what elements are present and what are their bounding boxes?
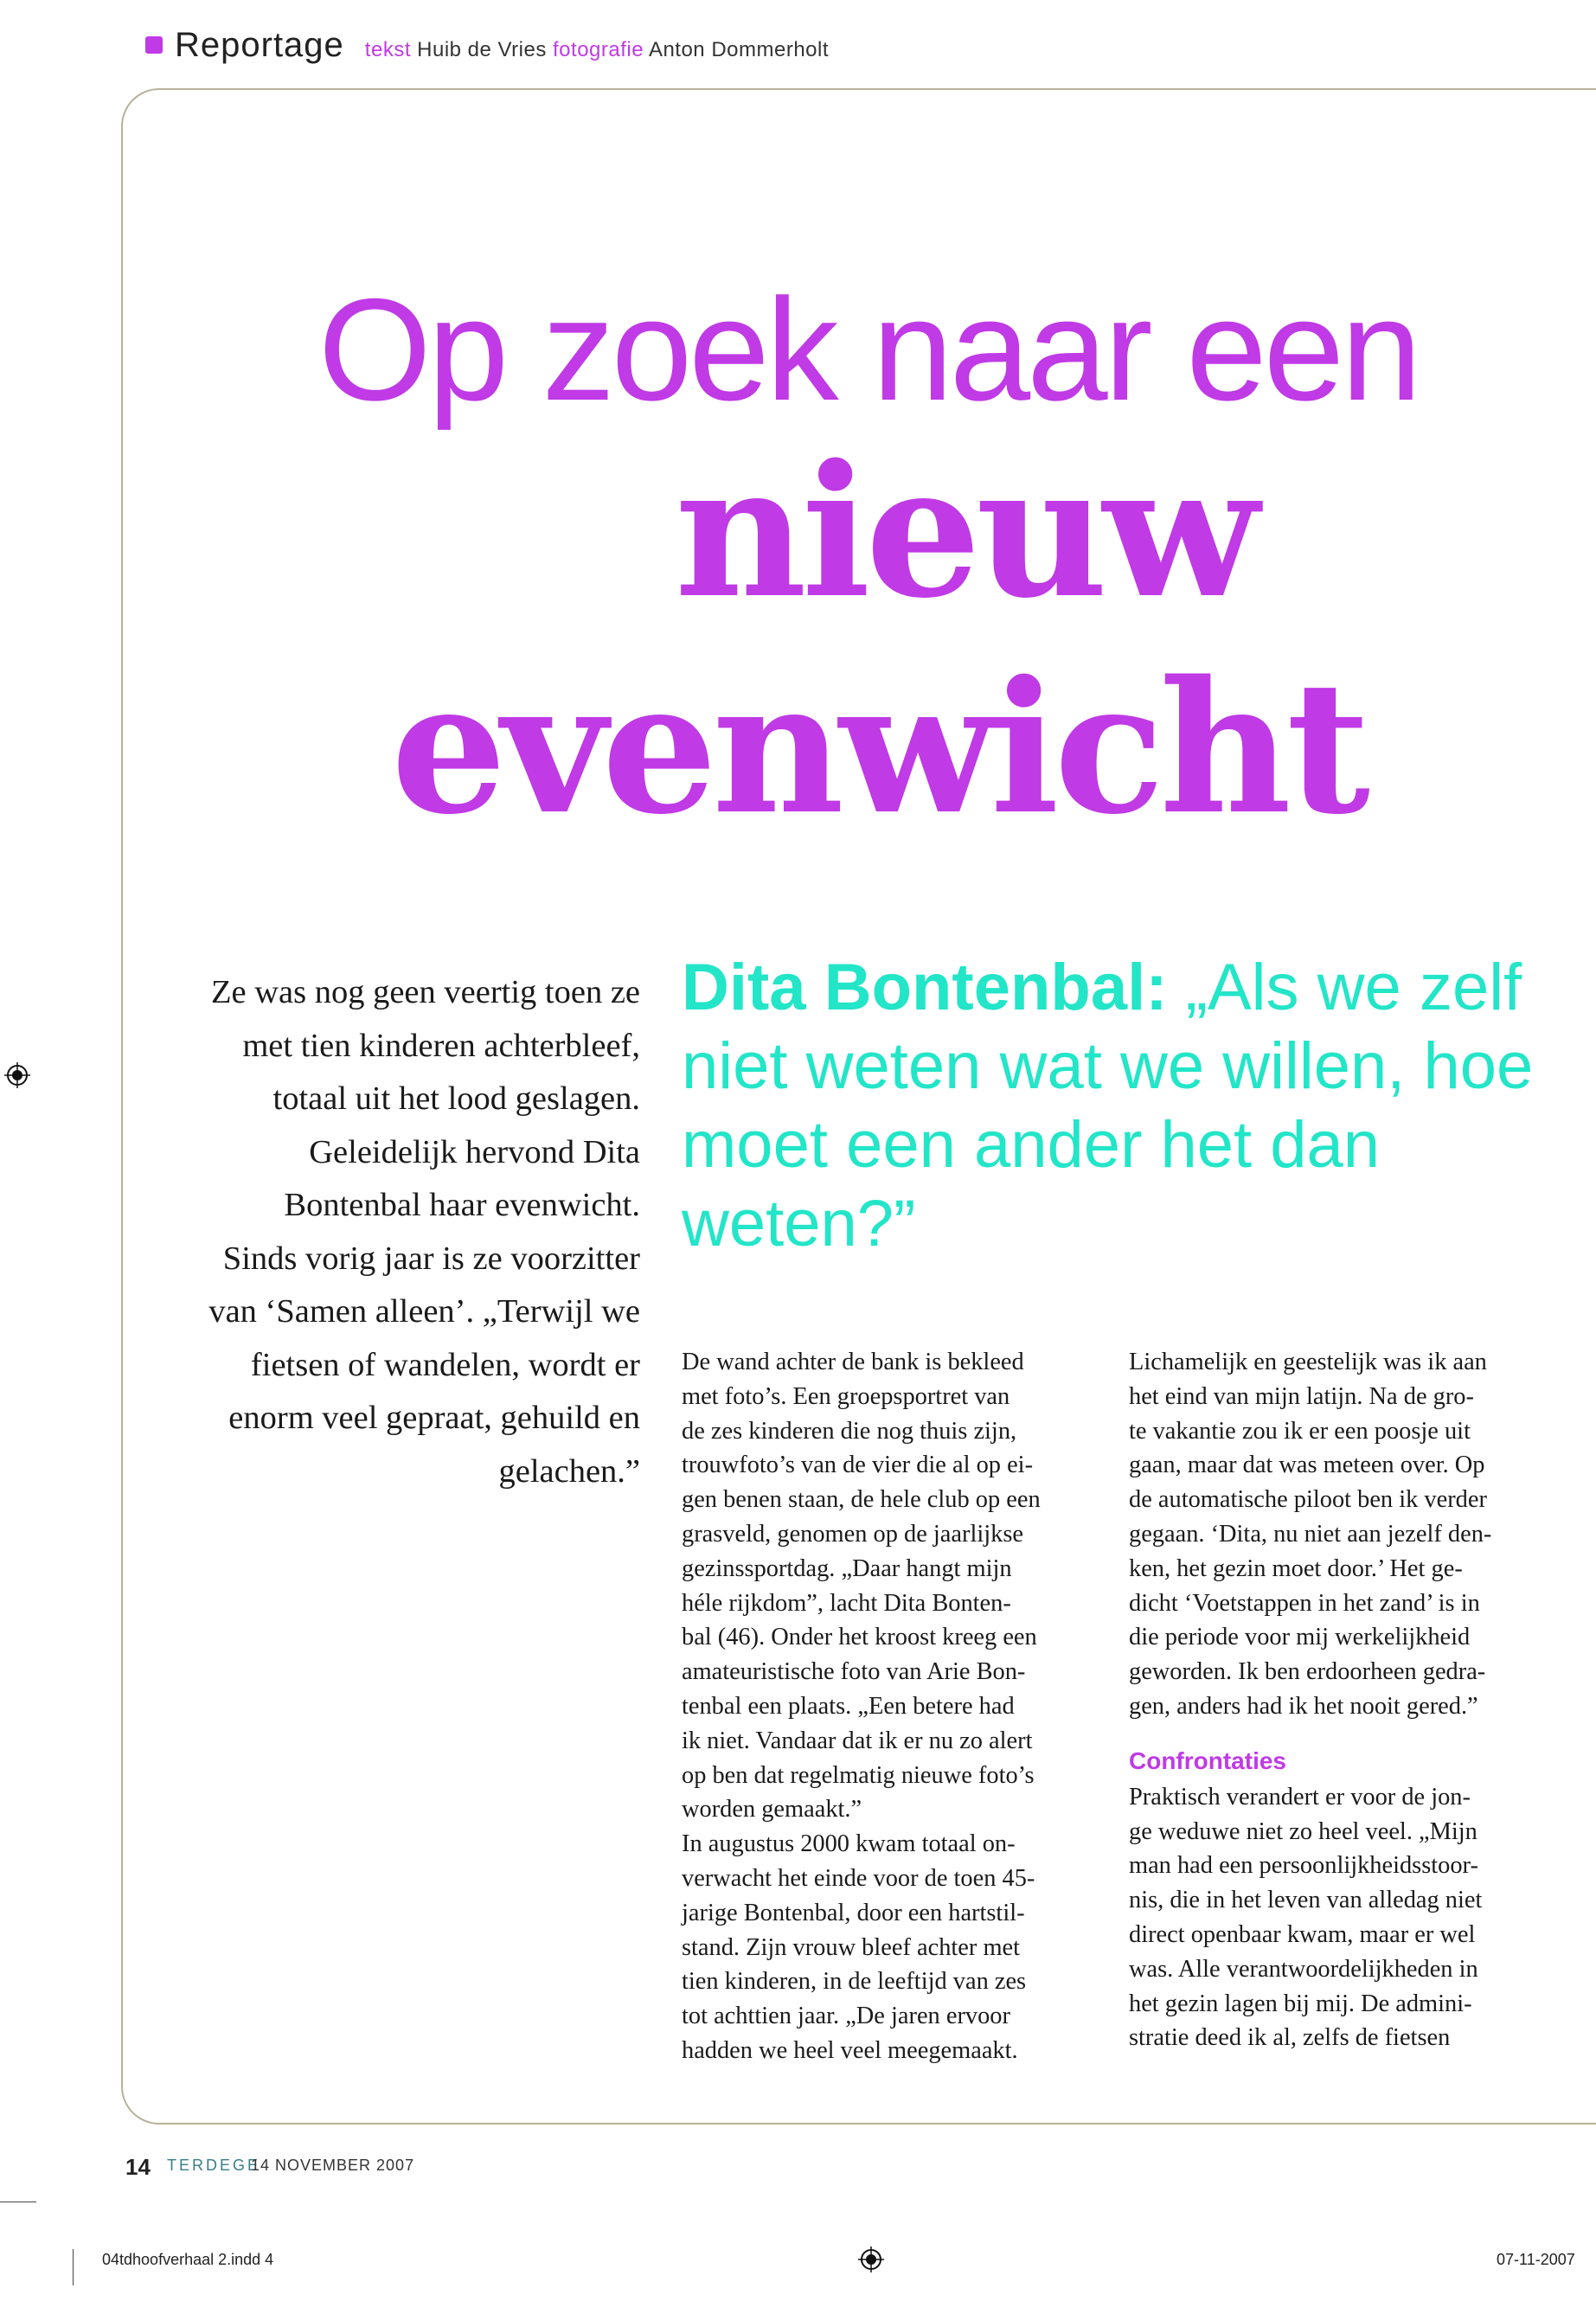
issue-date: 14 NOVEMBER 2007 xyxy=(251,2157,415,2174)
section-square-icon xyxy=(145,36,163,54)
credits xyxy=(365,38,829,62)
body-column-1 xyxy=(682,1345,1071,2068)
pull-quote xyxy=(682,948,1596,1263)
pull-quote-text: „Als we zelf niet weten wat we willen, hoe moet een ander het dan weten?” xyxy=(682,951,1534,1260)
pull-quote-name: Dita Bontenbal: xyxy=(682,951,1168,1024)
section-label: Reportage xyxy=(175,26,344,64)
page-number: 14 xyxy=(125,2154,151,2180)
photo-label: fotografie xyxy=(553,38,644,61)
magazine-name: TERDEGE xyxy=(167,2157,261,2174)
registration-mark-icon xyxy=(858,2247,884,2272)
subheading: Confrontaties xyxy=(1129,1747,1286,1774)
body-paragraph: Lichamelijk en geestelijk was ik aan het eind van mijn latijn. Na de gro- te vakantie zou ik er een poosje uit gaan, maar dat was meteen over. Op de automatische piloot ben ik verder gegaan. ‘Dita, nu niet aan jezelf den- ken, het gezin moet door.’ Het ge- dicht ‘Voetstappen in het zand’ is in die periode voor mij werkelijkheid geworden. Ik ben erdoorheen gedra- gen, anders had ik het nooit gered.” xyxy=(1129,1349,1492,1720)
body-paragraph: Praktisch verandert er voor de jon- ge weduwe niet zo heel veel. „Mijn man had een persoonlijkheidsstoor- nis, die in het leven van alledag niet direct openbaar kwam, maar er wel was. Alle verantwoordelijkheden in het gezin lagen bij mij. De admini- stratie deed ik al, zelfs de fietsen xyxy=(1129,1783,1483,2052)
header-bar xyxy=(145,26,829,69)
photographer-name: Anton Dommerholt xyxy=(648,38,830,61)
body-column-2 xyxy=(1129,1345,1518,2055)
body-paragraph: De wand achter de bank is bekleed met foto’s. Een groepsportret van de zes kinderen die nog thuis zijn, trouwfoto’s van de vier die al op ei- gen benen staan, de hele club op een grasveld, genomen op de jaarlijkse gezinssportdag. „Daar hangt mijn héle rijkdom”, lacht Dita Bonten- bal (46). Onder het kroost kreeg een amateuristische foto van Arie Bon- tenbal een plaats. „Een betere had ik niet. Vandaar dat ik er nu zo alert op ben dat regelmatig nieuwe foto’s worden gemaakt.” xyxy=(682,1349,1041,1823)
title-line-3: evenwicht xyxy=(391,641,1366,855)
slug-date: 07-11-2007 xyxy=(1497,2251,1575,2268)
text-label: tekst xyxy=(364,38,411,61)
body-paragraph: In augustus 2000 kwam totaal on- verwacht het einde voor de toen 45- jarige Bontenbal, door een hartstil- stand. Zijn vrouw bleef achter met tien kinderen, in de leeftijd van zes tot achttien jaar. „De jaren ervoor hadden we heel veel meegemaakt. xyxy=(682,1830,1035,2064)
title-line-2: nieuw xyxy=(675,425,1254,638)
registration-mark-icon xyxy=(4,1062,30,1088)
slug-file: 04tdhoofverhaal 2.indd 4 xyxy=(102,2251,274,2268)
title-line-1: Op zoek naar een xyxy=(318,268,1419,431)
author-name: Huib de Vries xyxy=(417,38,547,61)
intro-paragraph: Ze was nog geen veertig toen ze met tien kinderen achterbleef, totaal uit het lood geslagen. Geleidelijk hervond Dita Bontenbal haar evenwicht. Sinds vorig jaar is ze voorzitter van ‘Samen alleen’. „Terwijl we fietsen of wandelen, wordt er enorm veel gepraat, gehuild en gelachen.” xyxy=(208,974,640,1490)
crop-mark xyxy=(73,2249,74,2285)
